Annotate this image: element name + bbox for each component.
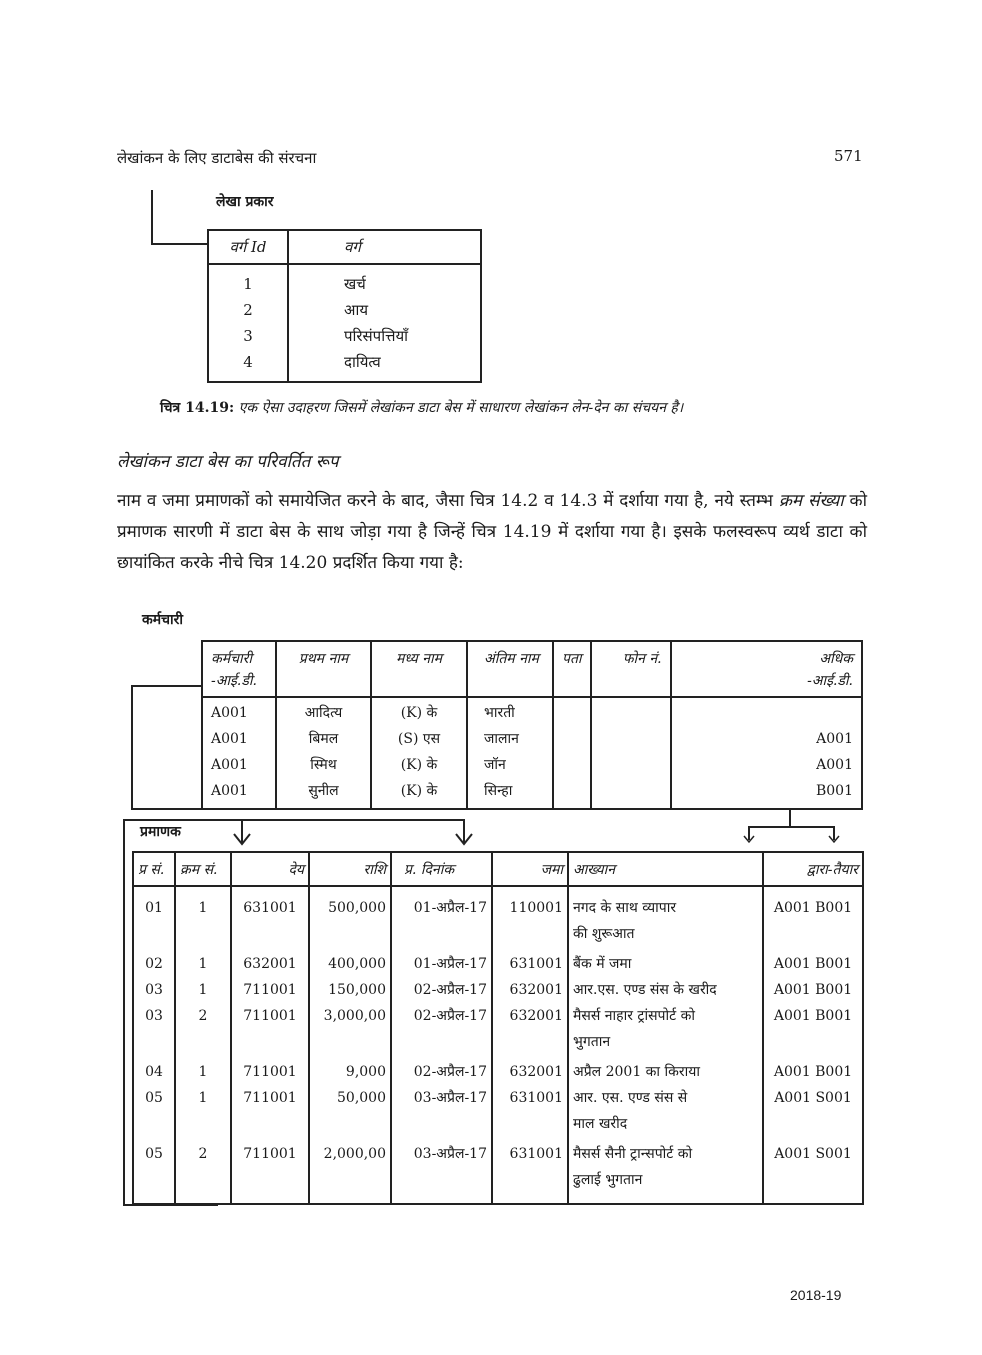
table-cell: 631001 xyxy=(492,951,568,977)
table-row xyxy=(208,297,481,323)
table-cell: आर. एस. एण्ड संस से माल खरीद xyxy=(568,1085,763,1141)
table-cell: 02-अप्रैल-17 xyxy=(391,1003,492,1059)
table-cell xyxy=(553,697,591,726)
table-row xyxy=(208,264,481,297)
table-row xyxy=(133,1141,863,1204)
connector-line xyxy=(123,819,125,1206)
arrow-down-icon xyxy=(454,832,474,846)
column-header: अधिक -आई.डी. xyxy=(671,641,862,697)
table-cell: 05 xyxy=(133,1085,175,1141)
table-cell xyxy=(591,726,671,752)
table-cell: A001 S001 xyxy=(774,1146,852,1162)
table-cell: A001 xyxy=(202,778,276,809)
table-cell xyxy=(553,752,591,778)
table-cell: (K) के xyxy=(371,778,467,809)
table-cell: A001 xyxy=(202,752,276,778)
table-cell: 1 xyxy=(175,1059,231,1085)
table-row xyxy=(208,349,481,382)
paragraph-text: नाम व जमा प्रमाणकों को समायेजित करने के बाद, जैसा चित्र 14.2 व 14.3 में दर्शाया गया है, नये स्तम्भ xyxy=(117,491,779,511)
table-cell: 632001 xyxy=(492,1003,568,1059)
table-row xyxy=(202,697,862,726)
table-cell: 711001 xyxy=(231,1003,309,1059)
table-row xyxy=(133,1085,863,1141)
table-cell: 50,000 xyxy=(309,1085,391,1141)
table-cell: 631001 xyxy=(231,886,309,951)
table-cell: A001 xyxy=(202,726,276,752)
table-row xyxy=(202,752,862,778)
table-cell: जॉन xyxy=(467,752,553,778)
column-header: कर्मचारी -आई.डी. xyxy=(202,641,276,697)
column-header: देय xyxy=(231,852,309,886)
table-cell: दायित्व xyxy=(344,353,381,371)
table-row xyxy=(133,1003,863,1059)
column-header: राशि xyxy=(309,852,391,886)
table-cell: 2,000,00 xyxy=(309,1141,391,1204)
footer-year: 2018-19 xyxy=(790,1287,842,1303)
table-row xyxy=(133,951,863,977)
table-cell: 05 xyxy=(133,1141,175,1204)
table-cell: मैसर्स सैनी ट्रान्सपोर्ट को ढुलाई भुगतान xyxy=(568,1141,763,1204)
column-header: फोन नं. xyxy=(591,641,671,697)
table-cell: (K) के xyxy=(371,697,467,726)
table-cell: 1 xyxy=(175,1085,231,1141)
table-cell: भारती xyxy=(467,697,553,726)
table-cell: A001 B001 xyxy=(773,900,853,916)
arrow-down-icon xyxy=(742,834,756,844)
table-cell: A001 xyxy=(816,757,853,773)
table-cell: मैसर्स नाहार ट्रांसपोर्ट को भुगतान xyxy=(568,1003,763,1059)
table-cell: 711001 xyxy=(231,1141,309,1204)
table-cell: स्मिथ xyxy=(276,752,371,778)
table-row xyxy=(133,1059,863,1085)
table-cell: 03-अप्रैल-17 xyxy=(391,1141,492,1204)
voucher-table xyxy=(132,851,864,1205)
table-cell: सिन्हा xyxy=(467,778,553,809)
table-cell: A001 B001 xyxy=(773,956,853,972)
table-cell: 632001 xyxy=(492,1059,568,1085)
table-cell: 03 xyxy=(133,977,175,1003)
connector-line xyxy=(131,808,791,810)
table-cell: आदित्य xyxy=(276,697,371,726)
connector-line xyxy=(151,243,208,245)
employee-table xyxy=(201,640,863,810)
employee-table-title: कर्मचारी xyxy=(142,612,183,628)
connector-line xyxy=(748,826,835,828)
figure-label: चित्र 14.19: xyxy=(160,400,235,416)
table-cell: 400,000 xyxy=(309,951,391,977)
table-cell: 711001 xyxy=(231,1059,309,1085)
table-cell: 631001 xyxy=(492,1085,568,1141)
table-cell: 02-अप्रैल-17 xyxy=(391,977,492,1003)
column-header: प्र सं. xyxy=(133,852,175,886)
paragraph-emphasis: क्रम संख्या xyxy=(778,491,844,511)
table-row xyxy=(208,323,481,349)
table-cell: (S) एस xyxy=(371,726,467,752)
table-cell: जालान xyxy=(467,726,553,752)
table-cell: सुनील xyxy=(276,778,371,809)
table-cell: 632001 xyxy=(492,977,568,1003)
running-title: लेखांकन के लिए डाटाबेस की संरचना xyxy=(117,149,317,167)
table-cell: 03-अप्रैल-17 xyxy=(391,1085,492,1141)
table-cell: 01-अप्रैल-17 xyxy=(391,951,492,977)
table-cell: 1 xyxy=(208,264,288,297)
table-cell: अप्रैल 2001 का किराया xyxy=(568,1059,763,1085)
column-header: वर्ग xyxy=(288,230,481,264)
table-cell xyxy=(591,697,671,726)
table-cell: 03 xyxy=(133,1003,175,1059)
table-cell xyxy=(591,752,671,778)
table-cell: (K) के xyxy=(371,752,467,778)
column-header: प्र. दिनांक xyxy=(391,852,492,886)
table-cell: B001 xyxy=(815,783,853,799)
table-cell: 01-अप्रैल-17 xyxy=(391,886,492,951)
table-cell: A001 S001 xyxy=(774,1090,852,1106)
table-row xyxy=(202,726,862,752)
connector-line xyxy=(241,819,463,821)
table-cell xyxy=(671,697,862,726)
column-header: पता xyxy=(553,641,591,697)
connector-line xyxy=(131,685,202,687)
table-cell xyxy=(553,726,591,752)
table-cell: 2 xyxy=(208,297,288,323)
account-type-title: लेखा प्रकार xyxy=(216,194,274,210)
table-cell: नगद के साथ व्यापार की शुरूआत xyxy=(568,886,763,951)
table-cell: बैंक में जमा xyxy=(568,951,763,977)
figure-description: एक ऐसा उदाहरण जिसमें लेखांकन डाटा बेस में साधारण लेखांकन लेन-देन का संचयन है। xyxy=(238,400,684,416)
table-cell: 04 xyxy=(133,1059,175,1085)
table-cell: 1 xyxy=(175,977,231,1003)
figure-caption xyxy=(160,398,683,417)
table-cell: 150,000 xyxy=(309,977,391,1003)
table-row xyxy=(133,886,863,951)
table-cell: 9,000 xyxy=(309,1059,391,1085)
table-cell xyxy=(553,778,591,809)
body-paragraph xyxy=(117,486,867,579)
column-header: द्वारा-तैयार xyxy=(763,852,863,886)
table-cell: A001 B001 xyxy=(773,982,853,998)
connector-line xyxy=(131,685,133,810)
table-cell: 4 xyxy=(208,349,288,382)
table-cell: 01 xyxy=(133,886,175,951)
connector-line xyxy=(123,819,241,821)
table-cell: खर्च xyxy=(344,275,366,293)
table-cell: A001 xyxy=(202,697,276,726)
voucher-table-title: प्रमाणक xyxy=(140,824,181,840)
table-cell: 711001 xyxy=(231,1085,309,1141)
table-cell: 110001 xyxy=(492,886,568,951)
column-header: वर्ग Id xyxy=(208,230,288,264)
column-header: आख्यान xyxy=(568,852,763,886)
table-cell: 711001 xyxy=(231,977,309,1003)
column-header: प्रथम नाम xyxy=(276,641,371,697)
column-header: अंतिम नाम xyxy=(467,641,553,697)
table-cell: 631001 xyxy=(492,1141,568,1204)
table-cell: परिसंपत्तियाँ xyxy=(344,327,409,345)
table-cell: आर.एस. एण्ड संस के खरीद xyxy=(568,977,763,1003)
table-cell: 3,000,00 xyxy=(309,1003,391,1059)
table-cell: 2 xyxy=(175,1003,231,1059)
table-cell: आय xyxy=(344,301,369,319)
table-cell: 02 xyxy=(133,951,175,977)
table-cell: बिमल xyxy=(276,726,371,752)
connector-line xyxy=(151,190,153,244)
table-cell: 1 xyxy=(175,886,231,951)
table-cell: 2 xyxy=(175,1141,231,1204)
table-cell: 500,000 xyxy=(309,886,391,951)
paragraph-text: को प्रमाणक सारणी में डाटा बेस के साथ जोड़ा गया है जिन्हें चित्र 14.19 में दर्शाया गया है। इसके फलस्वरूप व्यर्थ डाटा को छायांकित करके नीचे चित्र 14.20 प्रदर्शित किया गया है: xyxy=(117,491,868,573)
table-row xyxy=(202,778,862,809)
connector-line xyxy=(789,808,791,828)
table-row xyxy=(133,977,863,1003)
table-cell: 632001 xyxy=(231,951,309,977)
table-cell xyxy=(591,778,671,809)
account-type-table xyxy=(207,229,482,383)
arrow-down-icon xyxy=(232,832,252,846)
table-cell: 3 xyxy=(208,323,288,349)
table-cell: A001 B001 xyxy=(773,1008,853,1024)
column-header: क्रम सं. xyxy=(175,852,231,886)
table-cell: 02-अप्रैल-17 xyxy=(391,1059,492,1085)
table-cell: 1 xyxy=(175,951,231,977)
arrow-down-icon xyxy=(827,834,841,844)
column-header: मध्य नाम xyxy=(371,641,467,697)
table-cell: A001 B001 xyxy=(773,1064,853,1080)
section-heading: लेखांकन डाटा बेस का परिवर्तित रूप xyxy=(117,452,339,472)
column-header: जमा xyxy=(492,852,568,886)
page-number: 571 xyxy=(834,147,863,165)
table-cell: A001 xyxy=(816,731,853,747)
